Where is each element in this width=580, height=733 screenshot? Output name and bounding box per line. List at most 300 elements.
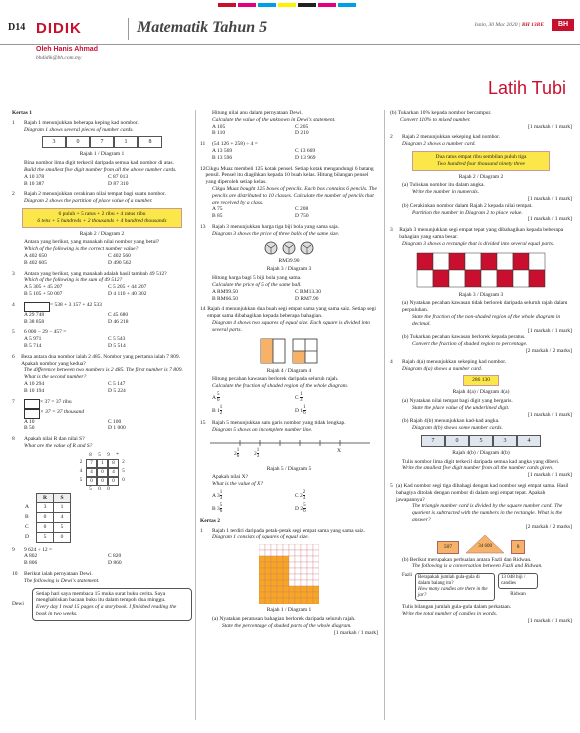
grid-cell xyxy=(265,586,271,592)
question-text: Tulis nombor lima digit terkecil daripada semua kad angka yang diberi. xyxy=(402,458,560,465)
grid-cell xyxy=(313,574,319,580)
grid-cell xyxy=(265,592,271,598)
grid-cell xyxy=(313,568,319,574)
speaker-name: Dewi xyxy=(12,600,24,607)
option-label: D xyxy=(295,407,299,414)
lattice-digit: 5 xyxy=(89,486,92,492)
denominator: 3 xyxy=(256,453,260,459)
grid-cell xyxy=(277,574,283,580)
rectangle-part xyxy=(529,253,545,270)
whole-number: 2 xyxy=(254,450,257,457)
grid-cell xyxy=(277,550,283,556)
lattice-digit: * xyxy=(116,452,119,458)
rectangle-part xyxy=(433,270,449,287)
option-a: A RM99.50 xyxy=(212,288,238,295)
grid-cell xyxy=(277,598,283,604)
option-a: A 75 xyxy=(212,206,223,213)
lattice-digit: 0 xyxy=(98,486,101,492)
question-text-en: Which of the following is the correct number value? xyxy=(24,246,139,253)
bubble-text-en: Every day I read 15 pages of a storybook. I finished reading the book in two weeks. xyxy=(36,604,177,618)
question-text-en: Calculate the value of the unknown in Dewi's statement. xyxy=(212,116,336,123)
answer-box xyxy=(24,409,40,419)
grid-diagram xyxy=(200,544,378,604)
option-a: A 29 748 xyxy=(24,311,45,318)
publisher-logo: BH xyxy=(552,19,574,31)
rectangle-part xyxy=(433,253,449,270)
section-code: BH 13BE xyxy=(521,22,544,28)
option-label: A xyxy=(25,504,29,511)
grid-cell xyxy=(259,550,265,556)
diagram-caption: Rajah 1 / Diagram 1 xyxy=(79,151,125,158)
question-8 xyxy=(12,436,192,543)
triangle-card xyxy=(465,534,505,554)
table-cell: 4 xyxy=(54,513,71,523)
grid-cell xyxy=(277,562,283,568)
lattice-diagram xyxy=(12,452,192,493)
question-text-en: What is the value of X? xyxy=(212,481,264,488)
lattice-cell: 0 xyxy=(108,477,119,486)
rectangle-part xyxy=(513,253,529,270)
square-shape xyxy=(260,338,286,364)
option-a: A 10 xyxy=(24,418,35,425)
grid-cell xyxy=(301,586,307,592)
grid-cell xyxy=(313,562,319,568)
grid-cell xyxy=(289,562,295,568)
question-number: 13 xyxy=(200,223,206,230)
numerator: 1 xyxy=(219,489,223,495)
option-d: D 87 310 xyxy=(108,180,129,187)
lattice-digit: 5 xyxy=(98,452,101,458)
option-a: A 5 305 + 45 207 xyxy=(24,284,63,291)
grid-cell xyxy=(289,598,295,604)
color-swatch xyxy=(278,3,296,7)
paper-heading: Kertas 1 xyxy=(12,110,33,116)
diagram-caption: Rajah 4 / Diagram 4 xyxy=(266,367,312,374)
option-b: B 402 605 xyxy=(24,259,47,266)
grid-cell xyxy=(259,586,265,592)
question-text: Rajah 1 terdiri daripada petak-petak segi empat sama yang sama saiz. xyxy=(212,527,365,534)
grid-cell xyxy=(259,556,265,562)
grid-cell xyxy=(259,544,265,550)
grid-cell xyxy=(277,544,283,550)
option-a: A 10 378 xyxy=(24,173,45,180)
question-number: 12 xyxy=(200,165,206,172)
question-text: Rajah 3 menunjukkan harga tiga biji bola yang sama saja. xyxy=(212,223,339,230)
grid-cell xyxy=(277,586,283,592)
question-3 xyxy=(12,271,192,298)
price-label: RM39.90 xyxy=(278,257,300,264)
grid-cell xyxy=(289,556,295,562)
denominator: 6 xyxy=(303,508,306,514)
table-row xyxy=(24,513,71,523)
question-9 xyxy=(12,547,192,567)
question-text: Rajah 1 menunjukkan beberapa keping kad nombor. xyxy=(24,119,139,126)
option-b xyxy=(212,503,295,514)
question-number: 11 xyxy=(200,141,206,148)
question-text-en: Diagram 1 shows several pieces of number cards. xyxy=(24,126,134,133)
lattice-digit: 9 xyxy=(107,452,110,458)
grid-cell xyxy=(295,580,301,586)
question-number: 10 xyxy=(12,571,18,578)
question-text-en: Diagram 3 shows a rectangle that is divided into several equal parts. xyxy=(402,240,555,247)
grid-cell xyxy=(283,574,289,580)
diagram-caption: Rajah 5 / Diagram 5 xyxy=(266,465,312,472)
brand-logo: DIDIK xyxy=(36,20,82,37)
denominator: 3 xyxy=(300,397,303,403)
question-text: Apakah nilai X? xyxy=(212,474,249,481)
number-card: 0 xyxy=(66,136,90,148)
question-text-en: Build the smallest five digit number from all the above number cards. xyxy=(24,166,177,173)
question-number: 2 xyxy=(12,191,15,198)
fraction xyxy=(303,490,306,501)
option-c xyxy=(295,392,378,403)
diagram-caption: Rajah 2 / Diagram 2 xyxy=(458,173,504,180)
option-c: C 45 680 xyxy=(108,311,129,318)
number-card: 3 xyxy=(42,136,66,148)
rectangle-part xyxy=(513,270,529,287)
question-number: 14 xyxy=(200,306,206,313)
answer-box xyxy=(24,399,40,409)
digit-card: 3 xyxy=(493,435,517,447)
grid-cell xyxy=(307,568,313,574)
number-card: 7 xyxy=(90,136,114,148)
lattice-digit: 4 xyxy=(79,468,83,474)
option-b: B 38 858 xyxy=(24,318,45,325)
grid-cell xyxy=(301,568,307,574)
subquestion-text: (b) Cerakinkan nombor dalam Rajah 2 kepada nilai tempat. xyxy=(402,202,533,209)
subquestion-text-en: Convert the fraction of shaded region to percentage. xyxy=(412,341,528,348)
option-d xyxy=(295,405,378,416)
grid-cell xyxy=(265,580,271,586)
rectangle-part xyxy=(481,253,497,270)
question-number: 15 xyxy=(200,419,206,426)
grid-cell xyxy=(283,556,289,562)
table-cell: 5 xyxy=(54,523,71,533)
question-number: 8 xyxy=(12,436,15,443)
question-text-en: Calculate the fraction of shaded region of the whole diagram. xyxy=(212,383,349,390)
question-number: 2 xyxy=(390,134,393,141)
paper2-question-2 xyxy=(390,134,572,223)
grid-cell xyxy=(289,574,295,580)
question-text: Beza antara dua nombor ialah 2 485. Nombor yang pertama ialah 7 809. Apakah nombor yang kedua? xyxy=(21,353,180,367)
option-d: D 1 000 xyxy=(108,425,126,432)
grid-cell xyxy=(295,592,301,598)
option-a: A 105 xyxy=(212,123,226,130)
question-text: Rajah 3 menunjukkan segi empat tepat yang dibahagikan kepada beberapa bahagian yang sama besar. xyxy=(399,227,564,240)
grid-cell xyxy=(265,556,271,562)
lattice-digit: 2 xyxy=(122,459,125,465)
question-2 xyxy=(12,191,192,266)
author-email: bhdidik@bh.com.my xyxy=(36,55,82,61)
color-swatch xyxy=(338,3,356,7)
grid-cell xyxy=(271,550,277,556)
subquestion-text: (a) Nyatakan nilai tempat bagi digit yang bergaris. xyxy=(402,397,513,404)
numerator: 1 xyxy=(300,391,303,397)
subquestion-text: (b) Rajah 4(b) menunjukkan kad-kad angka. xyxy=(402,418,500,425)
table-cell: 0 xyxy=(54,532,71,542)
ball-icon xyxy=(264,241,278,255)
squares-diagram xyxy=(200,338,378,364)
rectangle-diagram xyxy=(390,252,572,288)
question-text: Hitung nilai anu dalam pernyataan Dewi. xyxy=(212,110,303,116)
top-color-bar xyxy=(0,0,580,12)
question-number: 5 xyxy=(12,329,15,336)
fraction xyxy=(237,448,240,459)
ball-icon xyxy=(300,241,314,255)
subquestion-text: (b) Berikut merupakan perbualan antara Fazli dan Ridwan. xyxy=(402,556,532,563)
option-label: B xyxy=(212,505,216,512)
mark-label: [2 markah / 2 marks] xyxy=(525,347,572,354)
triangle-value: 34 600 xyxy=(478,543,492,549)
diagram-caption: Rajah 3 / Diagram 3 xyxy=(458,291,504,298)
lattice-digit: 8 xyxy=(89,452,92,458)
square-card: 8 xyxy=(511,540,525,554)
grid-cell xyxy=(277,580,283,586)
grid-cell xyxy=(271,574,277,580)
grid-cell xyxy=(259,580,265,586)
numerator: 1 xyxy=(303,404,306,410)
paper2-question-1 xyxy=(200,528,378,637)
option-label: A xyxy=(212,394,216,401)
grid-cell xyxy=(265,544,271,550)
grid-cell xyxy=(301,544,307,550)
question-text-en: Diagram 2 shows a number card. xyxy=(402,141,476,148)
question-text-en: The triangle number card is divided by the square number card. The quotient is subtracted with the numbers in the rectangle. What is the answer? xyxy=(412,503,563,524)
grid-cell xyxy=(295,550,301,556)
card-text: Dua ratus empat ribu sembilan puluh tiga xyxy=(435,153,527,160)
number-card xyxy=(412,151,550,171)
grid-cell xyxy=(283,592,289,598)
subquestion-text-en: Write the number in numerals. xyxy=(412,189,480,196)
shaded-grid xyxy=(259,544,319,604)
subquestion-text-en: Convert 110% to mixed number. xyxy=(400,116,471,123)
grid-cell xyxy=(265,568,271,574)
grid-cell xyxy=(301,580,307,586)
grid-cell xyxy=(313,586,319,592)
question-4 xyxy=(12,302,192,326)
grid-cell xyxy=(307,592,313,598)
question-text: Rajah 5 menunjukkan satu garis nombor yang tidak lengkap. xyxy=(212,419,346,426)
grid-cell xyxy=(295,586,301,592)
option-label: C xyxy=(295,394,299,401)
rectangle-part xyxy=(465,270,481,287)
question-text-en: Diagram 3 shows the price of three balls of the same size. xyxy=(212,230,340,237)
table-header: R xyxy=(37,493,54,503)
question-number: 9 xyxy=(12,546,15,553)
subquestion-text-en: Partition the number in Diagram 2 to place value. xyxy=(412,209,523,216)
question-number: 1 xyxy=(200,527,203,534)
date-text: Isnin, 30 Mac 2020 xyxy=(474,22,518,28)
table-row xyxy=(24,503,71,513)
grid-cell xyxy=(283,586,289,592)
rectangle-part xyxy=(417,270,433,287)
question-5 xyxy=(12,329,192,349)
grid-cell xyxy=(307,550,313,556)
grid-cell xyxy=(301,574,307,580)
option-d: D 750 xyxy=(295,213,309,220)
answer-box xyxy=(24,302,50,312)
question-text-en: Calculate the price of 5 of the same ball. xyxy=(212,281,302,288)
color-swatch xyxy=(218,3,236,7)
question-text: 9 624 ÷ 12 = xyxy=(24,546,53,553)
grid-cell xyxy=(307,562,313,568)
question-text: Rajah 4(a) menunjukkan sekeping kad nombor. xyxy=(402,358,507,365)
option-b: B 10 194 xyxy=(24,387,45,394)
header-divider xyxy=(128,18,129,40)
option-b xyxy=(212,405,295,416)
table-cell: 5 xyxy=(37,532,54,542)
whole-number: 2 xyxy=(234,450,237,457)
grid-cell xyxy=(277,568,283,574)
grid-cell xyxy=(301,598,307,604)
mark-label: [1 markah / 1 mark] xyxy=(528,123,572,130)
question-12 xyxy=(200,166,378,220)
color-swatch xyxy=(298,3,316,7)
grid-cell xyxy=(283,550,289,556)
color-swatch xyxy=(238,3,256,7)
grid-cell xyxy=(307,574,313,580)
grid-cell xyxy=(277,556,283,562)
denominator: 6 xyxy=(217,397,220,403)
question-number: 7 xyxy=(12,398,15,405)
option-label: C xyxy=(295,492,299,499)
square-shape xyxy=(292,338,318,364)
mark-label: [1 markah / 1 mark] xyxy=(528,411,572,418)
subquestion-text-en: Diagram 4(b) shows some number cards. xyxy=(412,425,503,432)
denominator: 3 xyxy=(219,495,223,501)
digit-card: 7 xyxy=(421,435,445,447)
rectangle-part xyxy=(417,253,433,270)
option-c: C 100 xyxy=(108,418,122,425)
lattice-digit: 0 xyxy=(122,477,125,483)
ball-icon xyxy=(282,241,296,255)
question-1 xyxy=(12,120,192,188)
subquestion-text: (a) Nyatakan pecahan kawasan tidak berlorek daripada seluruh rajah dalam perpuluhan. xyxy=(402,300,568,314)
whole-number: 1 xyxy=(217,407,220,414)
grid-cell xyxy=(295,598,301,604)
option-d: D 490 562 xyxy=(108,259,132,266)
grid-cell xyxy=(313,580,319,586)
question-text: Berikut ialah pernyataan Dewi. xyxy=(24,571,93,578)
diagram-caption: Rajah 4(a) / Diagram 4(a) xyxy=(452,389,510,396)
option-d: D 13 969 xyxy=(295,154,316,161)
grid-cell xyxy=(307,580,313,586)
numerator: 5 xyxy=(217,391,220,397)
grid-cell xyxy=(259,562,265,568)
fraction xyxy=(257,448,260,459)
grid-cell xyxy=(307,544,313,550)
grid-cell xyxy=(265,550,271,556)
subquestion-text: (a) Tuliskan nombor itu dalam angka. xyxy=(402,182,485,189)
question-text: × 37 = 37 ribu xyxy=(40,398,72,405)
option-c: C RM13.30 xyxy=(295,288,321,295)
grid-cell xyxy=(271,598,277,604)
subquestion-text: (b) Tukarkan pecahan kawasan berlorek kepada peratus. xyxy=(402,334,526,341)
column-divider xyxy=(384,110,385,720)
question-text: Hitung harga bagi 5 biji bola yang sama. xyxy=(212,275,302,282)
denominator: 6 xyxy=(236,453,240,459)
question-text: Antara yang berikut, yang manakah adalah hasil tambah 49 512? xyxy=(24,270,167,277)
rectangle-part xyxy=(449,253,465,270)
grid-cell xyxy=(265,562,271,568)
grid-cell xyxy=(283,544,289,550)
question-text: Cikgu Muaz membeli 125 kotak pensel. Setiap kotak mengandungi 6 batang pensil. Pensel itu diagihkan kepada 10 buah kelas. Hitung bilangan pensel yang diperoleh setiap kelas. xyxy=(205,165,374,186)
numerator: 5 xyxy=(219,502,223,508)
mark-label: [1 markah / 1 mark] xyxy=(334,629,378,636)
option-b: B 10 387 xyxy=(24,180,45,187)
whole-number: 3 xyxy=(217,505,220,512)
option-c: C 87 013 xyxy=(108,173,129,180)
grid-cell xyxy=(313,550,319,556)
subquestion-text: (a) Nyatakan peratusan bahagian berlorek daripada seluruh rajah. xyxy=(212,616,356,623)
numerator: 1 xyxy=(256,447,260,453)
option-label: D xyxy=(295,505,299,512)
color-swatch xyxy=(258,3,276,7)
grid-cell xyxy=(307,556,313,562)
rectangle-part xyxy=(449,270,465,287)
paper2-question-5 xyxy=(390,483,572,625)
fraction xyxy=(220,405,223,416)
numerator: 2 xyxy=(302,489,306,495)
author-name: Oleh Hanis Ahmad xyxy=(36,46,98,53)
question-number: 6 xyxy=(12,353,15,360)
option-label: C xyxy=(25,524,29,531)
table-row xyxy=(24,523,71,533)
lattice-digit: 5 xyxy=(122,468,125,474)
lattice-cell: 0 xyxy=(97,468,108,477)
question-11 xyxy=(200,141,378,161)
option-label: D xyxy=(25,533,29,540)
subquestion-text-en: State the place value of the underlined digit. xyxy=(412,404,510,411)
rectangle-part xyxy=(481,270,497,287)
grid-cell xyxy=(289,580,295,586)
option-d: D 5 514 xyxy=(108,342,126,349)
mark-label: [1 markah / 1 mark] xyxy=(528,472,572,479)
option-c: C 5 543 xyxy=(108,336,126,343)
box-text: 6 puluh + 5 ratus + 2 ribu + 4 ratus ribu xyxy=(58,210,146,217)
table-cell: 3 xyxy=(37,503,54,513)
table-cell: 1 xyxy=(54,503,71,513)
question-text: Hitung pecahan kawasan berlorek daripada seluruh rajah. xyxy=(212,376,339,383)
page-header xyxy=(0,14,580,45)
bubble-text: Berapakah jumlah gula-gula di dalam balang itu? xyxy=(418,575,480,587)
mark-label: [2 markah / 2 marks] xyxy=(525,523,572,530)
lattice-cell: 4 xyxy=(86,468,97,477)
lattice-digit: 0 xyxy=(107,486,110,492)
section-title: Latih Tubi xyxy=(487,78,566,98)
grid-cell xyxy=(313,544,319,550)
grid-cell xyxy=(259,574,265,580)
option-c: C 402 560 xyxy=(108,252,131,259)
number-line xyxy=(200,437,378,463)
option-d: D 210 xyxy=(295,130,309,137)
question-10 xyxy=(12,571,192,621)
conversation xyxy=(402,573,572,601)
question-text-en: What are the value of R and S? xyxy=(24,442,93,449)
grid-cell xyxy=(301,550,307,556)
lattice-cell: 1 xyxy=(97,459,108,468)
option-d xyxy=(295,503,378,514)
question-text: Apakah nilai R dan nilai S? xyxy=(24,436,85,443)
fraction xyxy=(220,490,223,501)
grid-cell xyxy=(295,562,301,568)
table-cell: 0 xyxy=(37,513,54,523)
diagram-caption: Rajah 2 / Diagram 2 xyxy=(79,230,125,237)
table-cell: 0 xyxy=(37,523,54,533)
option-a: A 402 650 xyxy=(24,252,47,259)
option-c: C 205 xyxy=(295,123,309,130)
fraction xyxy=(217,392,220,403)
